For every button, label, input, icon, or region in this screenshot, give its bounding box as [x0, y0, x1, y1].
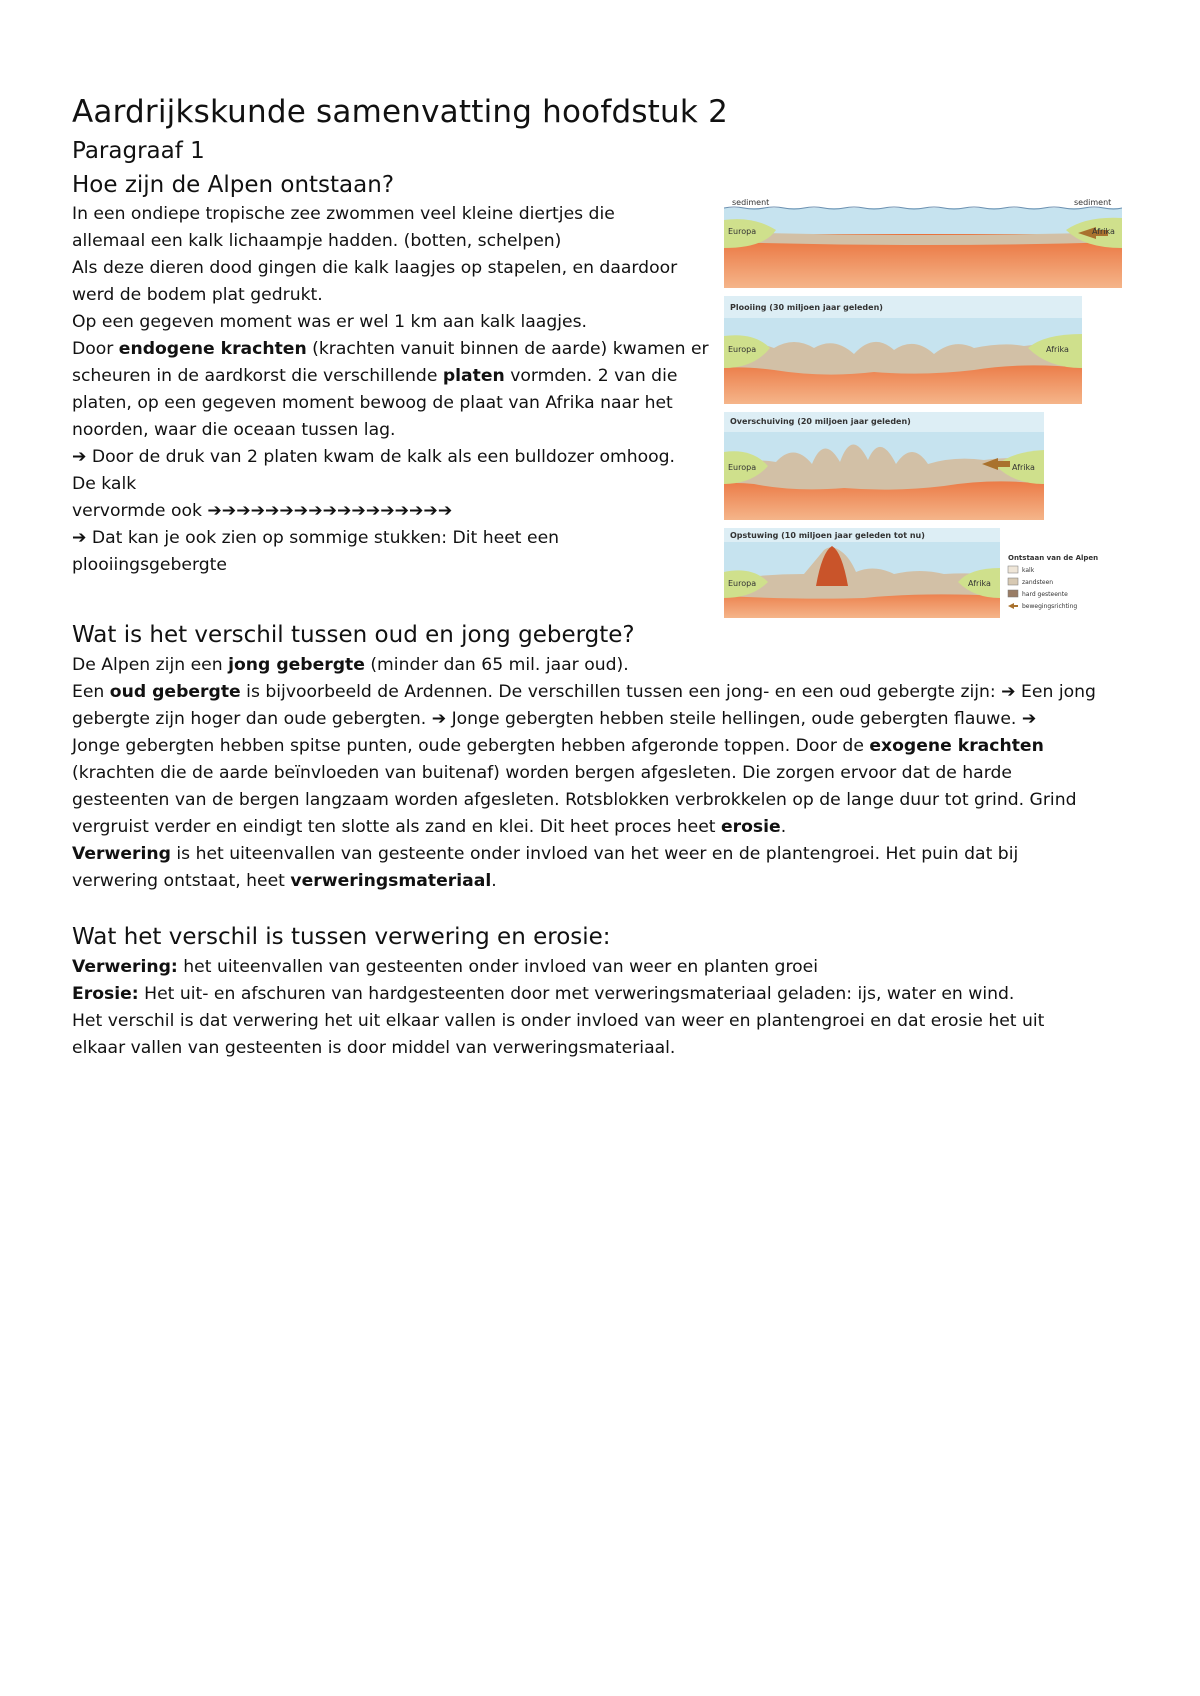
text-line: Het verschil is dat verwering het uit elkaar vallen is onder invloed van weer en plantengroei en dat erosie het uit — [72, 1011, 1045, 1031]
text-line: plooiingsgebergte — [72, 555, 227, 575]
text-line: allemaal een kalk lichaampje hadden. (botten, schelpen) — [72, 231, 562, 251]
legend-item: hard gesteente — [1022, 591, 1068, 598]
text-line: De Alpen zijn een jong gebergte (minder dan 65 mil. jaar oud). — [72, 655, 629, 675]
text-line: Jonge gebergten hebben spitse punten, oude gebergten hebben afgeronde toppen. Door de exogene krachten — [72, 736, 1044, 756]
text-line: werd de bodem plat gedrukt. — [72, 285, 323, 305]
europe-label: Europa — [728, 227, 757, 236]
section2-heading: Wat is het verschil tussen oud en jong gebergte? — [72, 622, 635, 648]
section1-text — [72, 201, 709, 579]
term-verweringsmateriaal: verweringsmateriaal — [290, 871, 492, 891]
legend-item: bewegingsrichting — [1022, 603, 1078, 610]
africa-label: Afrika — [968, 579, 991, 588]
text-line: De kalk — [72, 474, 137, 494]
term-jong-gebergte: jong gebergte — [228, 655, 365, 675]
africa-label: Afrika — [1046, 345, 1069, 354]
text-line: gesteenten van de bergen langzaam worden afgesleten. Rotsblokken verbrokkelen op de lange duur tot grind. Grind — [72, 790, 1077, 810]
term-endogene-krachten: endogene krachten — [118, 339, 307, 359]
paragraph-heading: Paragraaf 1 — [72, 138, 205, 164]
panel-caption: Plooiing (30 miljoen jaar geleden) — [730, 303, 883, 312]
term-erosie: Erosie: — [72, 984, 139, 1004]
text-line: gebergte zijn hoger dan oude gebergten. ➔ Jonge gebergten hebben steile hellingen, oude gebergten flauwe. ➔ — [72, 709, 1037, 729]
text-line: vervormde ook ➔➔➔➔➔➔➔➔➔➔➔➔➔➔➔➔➔ — [72, 501, 453, 521]
legend-swatch-hard-gesteente — [1008, 590, 1018, 597]
text-line: Verwering is het uiteenvallen van gesteente onder invloed van het weer en de plantengroei. Het puin dat bij — [72, 844, 1019, 864]
text-line: elkaar vallen van gesteenten is door middel van verweringsmateriaal. — [72, 1038, 676, 1058]
text-line: verwering ontstaat, heet verweringsmateriaal. — [72, 871, 497, 891]
africa-label: Afrika — [1092, 227, 1115, 236]
term-exogene-krachten: exogene krachten — [869, 736, 1044, 756]
term-oud-gebergte: oud gebergte — [109, 682, 241, 702]
text-line: ➔ Dat kan je ook zien op sommige stukken: Dit heet een — [72, 528, 560, 548]
legend-swatch-zandsteen — [1008, 578, 1018, 585]
section3-heading: Wat het verschil is tussen verwering en erosie: — [72, 924, 611, 950]
text-line: Erosie: Het uit- en afschuren van hardgesteenten door met verweringsmateriaal geladen: ijs, water en wind. — [72, 984, 1015, 1004]
europe-label: Europa — [728, 345, 757, 354]
sediment-label: sediment — [732, 198, 770, 207]
text-line: Op een gegeven moment was er wel 1 km aan kalk laagjes. — [72, 312, 588, 332]
sediment-label: sediment — [1074, 198, 1112, 207]
legend-item: zandsteen — [1022, 579, 1054, 586]
term-verwering: Verwering — [72, 844, 171, 864]
diagram-panel-sediment — [724, 196, 1122, 288]
text-line: (krachten die de aarde beïnvloeden van buitenaf) worden bergen afgesleten. Die zorgen ervoor dat de harde — [72, 763, 1012, 783]
diagram-panel-overthrust — [724, 412, 1044, 520]
europe-label: Europa — [728, 463, 757, 472]
text-line: vergruist verder en eindigt ten slotte als zand en klei. Dit heet proces heet erosie. — [72, 817, 787, 837]
diagram-panel-uplift — [724, 528, 1122, 618]
legend-item: kalk — [1022, 567, 1035, 574]
text-line: Door endogene krachten (krachten vanuit binnen de aarde) kwamen er — [72, 339, 709, 359]
term-erosie: erosie — [720, 817, 781, 837]
diagram-panel-folding — [724, 296, 1082, 404]
term-verwering: Verwering: — [72, 957, 178, 977]
section3-text — [72, 954, 1044, 1062]
panel-caption: Opstuwing (10 miljoen jaar geleden tot nu) — [730, 531, 925, 540]
text-line: ➔ Door de druk van 2 platen kwam de kalk als een bulldozer omhoog. — [72, 447, 676, 467]
text-line: Een oud gebergte is bijvoorbeeld de Ardennen. De verschillen tussen een jong- en een oud gebergte zijn: ➔ Een jong — [72, 682, 1096, 702]
text-line: In een ondiepe tropische zee zwommen veel kleine diertjes die — [72, 204, 615, 224]
term-platen: platen — [442, 366, 505, 386]
legend-title: Ontstaan van de Alpen — [1008, 554, 1099, 562]
page-title: Aardrijkskunde samenvatting hoofdstuk 2 — [72, 94, 729, 130]
text-line: platen, op een gegeven moment bewoog de plaat van Afrika naar het — [72, 393, 673, 413]
text-line: noorden, waar die oceaan tussen lag. — [72, 420, 396, 440]
text-line: Als deze dieren dood gingen die kalk laagjes op stapelen, en daardoor — [72, 258, 678, 278]
legend-swatch-kalk — [1008, 566, 1018, 573]
africa-label: Afrika — [1012, 463, 1035, 472]
alps-formation-figure — [722, 196, 1122, 618]
text-line: scheuren in de aardkorst die verschillende platen vormden. 2 van die — [72, 366, 678, 386]
europe-label: Europa — [728, 579, 757, 588]
panel-caption: Overschuiving (20 miljoen jaar geleden) — [730, 417, 911, 426]
section2-text — [72, 652, 1096, 895]
text-line: Verwering: het uiteenvallen van gesteenten onder invloed van weer en planten groei — [72, 957, 819, 977]
section1-heading: Hoe zijn de Alpen ontstaan? — [72, 172, 395, 198]
